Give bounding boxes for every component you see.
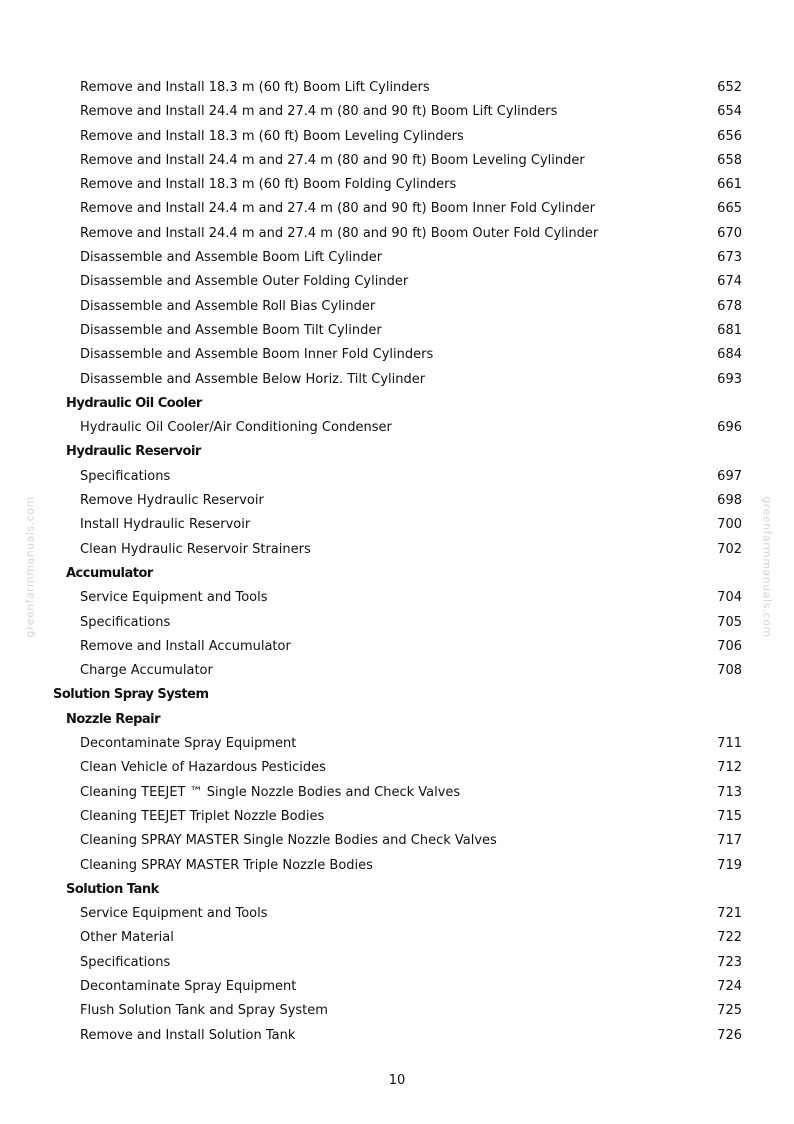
toc-section-heading (0, 878, 794, 902)
toc-entry-title: Accumulator (66, 565, 153, 581)
toc-entry-page: 665 (717, 201, 742, 217)
toc-entry-title: Remove and Install 18.3 m (60 ft) Boom Lift Cylinders (80, 80, 430, 95)
toc-entry[interactable] (0, 465, 794, 489)
toc-entry[interactable] (0, 197, 794, 221)
toc-entry-page: 715 (717, 808, 742, 824)
toc-entry-page: 693 (717, 371, 742, 387)
toc-entry[interactable] (0, 854, 794, 878)
toc-entry-title: Specifications (80, 468, 171, 484)
toc-entry-title: Service Equipment and Tools (80, 906, 268, 922)
toc-entry-page: 725 (717, 1003, 742, 1019)
toc-entry-page: 696 (717, 420, 742, 436)
toc-entry[interactable] (0, 732, 794, 756)
toc-entry-title: Decontaminate Spray Equipment (80, 736, 297, 752)
toc-entry-page: 661 (717, 177, 742, 193)
toc-entry-title: Install Hydraulic Reservoir (80, 517, 251, 533)
watermark-right: greenfarmmanuals.com (760, 496, 774, 638)
toc-entry-title: Remove Hydraulic Reservoir (80, 493, 264, 509)
toc-entry-title: Cleaning SPRAY MASTER Triple Nozzle Bodies (80, 857, 373, 873)
toc-entry-page: 700 (717, 517, 742, 533)
toc-entry[interactable] (0, 343, 794, 367)
toc-entry-page: 684 (717, 347, 742, 363)
toc-entry[interactable] (0, 975, 794, 999)
toc-entry-page: 726 (717, 1027, 742, 1043)
toc-entry-page: 708 (717, 663, 742, 679)
toc-section-heading (0, 392, 794, 416)
toc-entry-title: Cleaning SPRAY MASTER Single Nozzle Bodies and Check Valves (80, 833, 497, 849)
toc-entry-page: 656 (717, 128, 742, 144)
toc-entry[interactable] (0, 319, 794, 343)
toc-entry[interactable] (0, 270, 794, 294)
toc-entry[interactable] (0, 222, 794, 246)
toc-entry[interactable] (0, 489, 794, 513)
toc-entry-page: 723 (717, 954, 742, 970)
toc-entry-title: Hydraulic Oil Cooler (66, 395, 202, 411)
toc-entry-title: Specifications (80, 614, 171, 630)
toc-entry-title: Clean Vehicle of Hazardous Pesticides (80, 760, 326, 776)
toc-entry[interactable] (0, 368, 794, 392)
toc-entry-title: Disassemble and Assemble Outer Folding Cylinder (80, 274, 409, 290)
toc-entry-title: Disassemble and Assemble Boom Lift Cylinder (80, 250, 383, 266)
toc-entry[interactable] (0, 781, 794, 805)
toc-entry-title: Other Material (80, 930, 174, 946)
toc-entry-page: 697 (717, 468, 742, 484)
toc-entry[interactable] (0, 635, 794, 659)
toc-entry[interactable] (0, 125, 794, 149)
toc-entry-page: 674 (717, 274, 742, 290)
toc-entry-title: Disassemble and Assemble Boom Inner Fold Cylinders (80, 347, 434, 363)
toc-entry[interactable] (0, 538, 794, 562)
toc-section-heading (0, 440, 794, 464)
toc-entry[interactable] (0, 611, 794, 635)
toc-entry-page: 722 (717, 930, 742, 946)
toc-entry-page: 721 (717, 906, 742, 922)
toc-entry[interactable] (0, 295, 794, 319)
toc-entry-page: 717 (717, 833, 742, 849)
toc-entry-page: 706 (717, 638, 742, 654)
toc-entry-title: Disassemble and Assemble Below Horiz. Tilt Cylinder (80, 371, 426, 387)
toc-entry-title: Remove and Install 24.4 m and 27.4 m (80 and 90 ft) Boom Leveling Cylinder (80, 152, 585, 168)
toc-entry-title: Remove and Install Accumulator (80, 638, 291, 654)
toc-section-heading (0, 562, 794, 586)
toc-entry[interactable] (0, 173, 794, 197)
toc-entry-page: 719 (717, 857, 742, 873)
toc-entry-title: Hydraulic Reservoir (66, 444, 201, 460)
toc-entry-page: 698 (717, 493, 742, 509)
toc-entry-title: Cleaning TEEJET Triplet Nozzle Bodies (80, 808, 325, 824)
toc-entry-page: 654 (717, 104, 742, 120)
toc-entry-page: 713 (717, 784, 742, 800)
toc-entry-title: Charge Accumulator (80, 663, 213, 679)
toc-entry-title: Clean Hydraulic Reservoir Strainers (80, 541, 311, 557)
table-of-contents (0, 76, 794, 1048)
toc-entry-page: 711 (717, 736, 742, 752)
toc-entry[interactable] (0, 951, 794, 975)
toc-entry[interactable] (0, 76, 794, 100)
toc-entry-title: Hydraulic Oil Cooler/Air Conditioning Condenser (80, 420, 392, 436)
toc-entry[interactable] (0, 416, 794, 440)
toc-entry-title: Cleaning TEEJET ™ Single Nozzle Bodies and Check Valves (80, 784, 461, 800)
toc-entry-title: Remove and Install Solution Tank (80, 1027, 296, 1043)
toc-entry-title: Disassemble and Assemble Roll Bias Cylinder (80, 298, 376, 314)
toc-entry-page: 724 (717, 978, 742, 994)
toc-entry[interactable] (0, 1024, 794, 1048)
toc-section-heading (0, 683, 794, 707)
toc-entry-title: Decontaminate Spray Equipment (80, 978, 297, 994)
toc-entry[interactable] (0, 902, 794, 926)
toc-entry[interactable] (0, 756, 794, 780)
page-number: 10 (388, 1073, 406, 1088)
toc-entry-page: 678 (717, 298, 742, 314)
toc-entry-title: Specifications (80, 954, 171, 970)
toc-entry-title: Solution Spray System (53, 687, 209, 703)
toc-entry-title: Flush Solution Tank and Spray System (80, 1003, 328, 1019)
toc-entry-page: 673 (717, 250, 742, 266)
toc-entry-page: 658 (717, 152, 742, 168)
toc-entry-title: Nozzle Repair (66, 711, 161, 727)
toc-entry-title: Remove and Install 18.3 m (60 ft) Boom Folding Cylinders (80, 177, 457, 193)
toc-entry[interactable] (0, 659, 794, 683)
toc-entry-title: Remove and Install 24.4 m and 27.4 m (80 and 90 ft) Boom Inner Fold Cylinder (80, 201, 595, 217)
watermark-left: greenfarmmanuals.com (23, 496, 37, 638)
toc-entry-page: 702 (717, 541, 742, 557)
toc-entry[interactable] (0, 586, 794, 610)
toc-entry[interactable] (0, 246, 794, 270)
toc-entry-page: 704 (717, 590, 742, 606)
toc-entry-title: Service Equipment and Tools (80, 590, 268, 606)
toc-entry-page: 712 (717, 760, 742, 776)
toc-entry[interactable] (0, 100, 794, 124)
toc-entry[interactable] (0, 926, 794, 950)
toc-entry-page: 670 (717, 225, 742, 241)
toc-entry[interactable] (0, 805, 794, 829)
toc-entry[interactable] (0, 999, 794, 1023)
toc-entry[interactable] (0, 829, 794, 853)
toc-entry-title: Remove and Install 18.3 m (60 ft) Boom Leveling Cylinders (80, 128, 464, 144)
toc-section-heading (0, 708, 794, 732)
toc-entry[interactable] (0, 513, 794, 537)
toc-entry-page: 705 (717, 614, 742, 630)
toc-entry-title: Disassemble and Assemble Boom Tilt Cylinder (80, 322, 382, 338)
toc-entry[interactable] (0, 149, 794, 173)
toc-entry-title: Remove and Install 24.4 m and 27.4 m (80 and 90 ft) Boom Lift Cylinders (80, 104, 558, 120)
toc-entry-title: Solution Tank (66, 881, 159, 897)
toc-entry-page: 681 (717, 322, 742, 338)
toc-entry-page: 652 (717, 80, 742, 95)
toc-entry-title: Remove and Install 24.4 m and 27.4 m (80 and 90 ft) Boom Outer Fold Cylinder (80, 225, 599, 241)
